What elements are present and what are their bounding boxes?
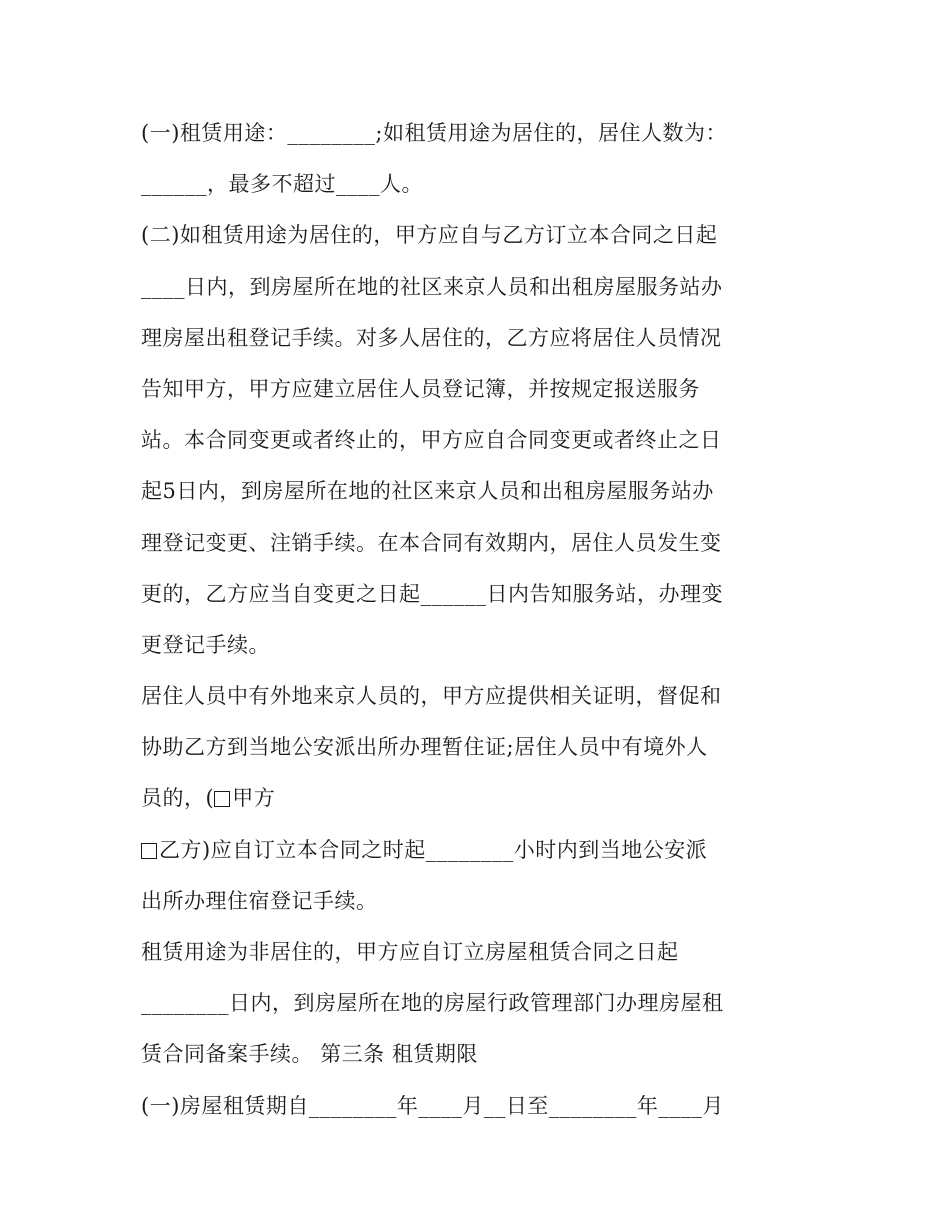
- text-line: [141, 210, 821, 261]
- text-segment: ______，最多不超过____人。: [141, 172, 423, 197]
- text-segment: 协助乙方到当地公安派出所办理暂住证;居住人员中有境外人: [141, 735, 708, 760]
- text-line: [141, 1029, 821, 1080]
- text-segment: 租赁用途为非居住的，甲方应自订立房屋租赁合同之日起: [141, 940, 679, 964]
- text-line: [141, 671, 821, 722]
- text-line: [141, 518, 821, 569]
- text-segment: 站。本合同变更或者终止的，甲方应自合同变更或者终止之日: [141, 428, 722, 453]
- checkbox-party-a[interactable]: [214, 791, 230, 807]
- text-line: [141, 825, 821, 876]
- text-line: [141, 415, 821, 466]
- text-line: [141, 108, 821, 159]
- text-segment: 理房屋出租登记手续。对多人居住的，乙方应将居住人员情况: [141, 325, 722, 350]
- text-line: [141, 620, 821, 671]
- document-body: [141, 108, 821, 1132]
- text-segment: 告知甲方，甲方应建立居住人员登记簿，并按规定报送服务: [141, 376, 700, 401]
- text-segment: 居住人员中有外地来京人员的，甲方应提供相关证明，督促和: [141, 684, 722, 709]
- text-line: [141, 773, 821, 824]
- text-line: [141, 313, 821, 364]
- text-line: [141, 927, 821, 978]
- text-segment: 出所办理住宿登记手续。: [141, 888, 378, 913]
- text-segment: (一)房屋租赁期自________年____月__日至________年____月: [141, 1093, 724, 1118]
- text-segment: ____日内，到房屋所在地的社区来京人员和出租房屋服务站办: [141, 274, 723, 299]
- text-line: [141, 569, 821, 620]
- text-line: [141, 262, 821, 313]
- text-segment: (一)租赁用途：________;如租赁用途为居住的，居住人数为：: [141, 121, 727, 145]
- text-segment: 赁合同备案手续。 第三条 租赁期限: [141, 1042, 478, 1067]
- text-line: [141, 364, 821, 415]
- text-segment: 更登记手续。: [141, 632, 270, 657]
- checkbox-party-b[interactable]: [141, 843, 157, 859]
- text-segment: 乙方)应自订立本合同之时起________小时内到当地公安派: [159, 837, 708, 862]
- text-segment: 员的，(: [141, 786, 215, 811]
- text-segment: 理登记变更、注销手续。在本合同有效期内，居住人员发生变: [141, 530, 722, 555]
- text-line: [141, 722, 821, 773]
- text-line: [141, 1081, 821, 1132]
- text-segment: (二)如租赁用途为居住的，甲方应自与乙方订立本合同之日起: [141, 223, 718, 248]
- text-segment: 起5日内，到房屋所在地的社区来京人员和出租房屋服务站办: [141, 479, 714, 504]
- text-segment: ________日内，到房屋所在地的房屋行政管理部门办理房屋租: [141, 991, 724, 1016]
- text-line: [141, 466, 821, 517]
- text-line: [141, 978, 821, 1029]
- text-segment: 更的，乙方应当自变更之日起______日内告知服务站，办理变: [141, 581, 723, 606]
- text-line: [141, 159, 821, 210]
- text-segment: 甲方: [232, 786, 276, 811]
- text-line: [141, 876, 821, 927]
